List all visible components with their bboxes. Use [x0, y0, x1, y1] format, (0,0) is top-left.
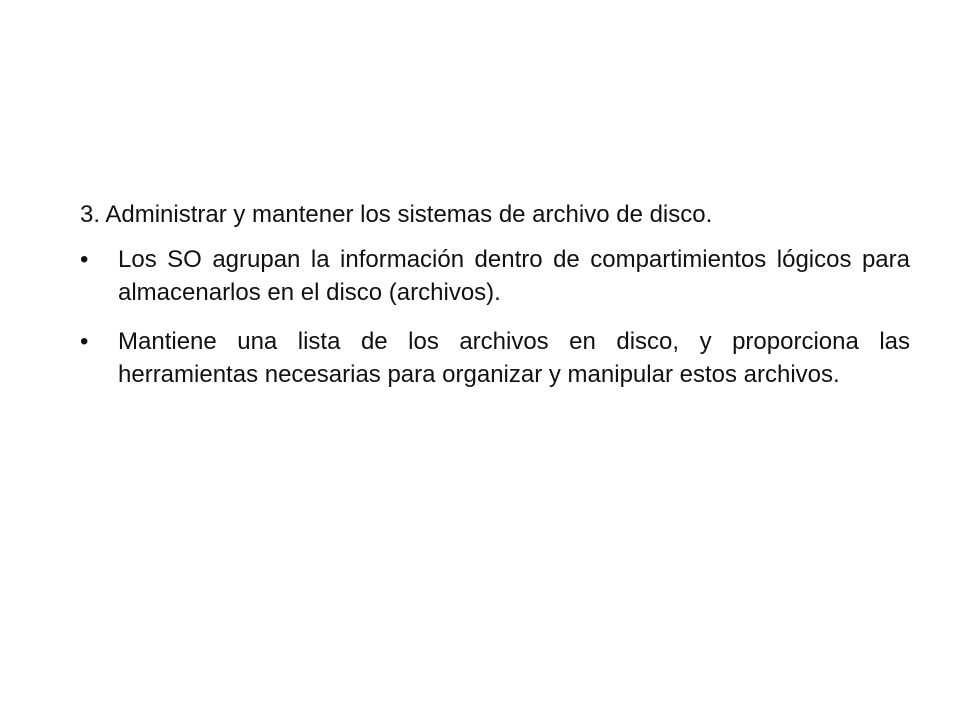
bullet-list — [80, 243, 910, 391]
bullet-text: Los SO agrupan la información dentro de compartimientos lógicos para almacenarlos en el disco (archivos). — [118, 246, 910, 306]
bullet-item — [80, 243, 910, 309]
slide-heading: 3. Administrar y mantener los sistemas de archivo de disco. — [80, 201, 713, 228]
bullet-icon: • — [80, 328, 89, 355]
bullet-item — [80, 325, 910, 391]
bullet-text: Mantiene una lista de los archivos en disco, y proporciona las herramientas necesarias para organizar y manipular estos archivos. — [118, 328, 910, 388]
bullet-icon: • — [80, 246, 89, 273]
slide-content — [80, 198, 910, 391]
